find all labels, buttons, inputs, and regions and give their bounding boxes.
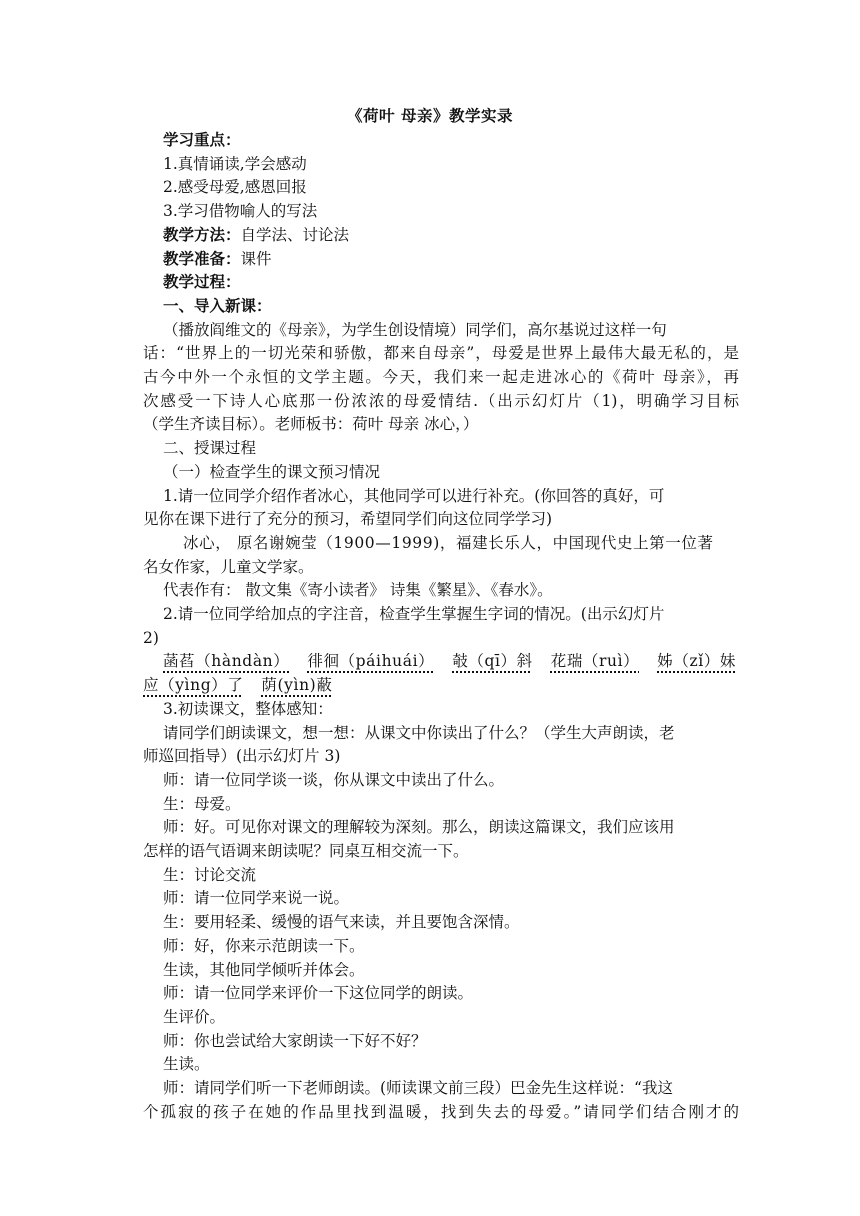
text-line: 师：好。可见你对课文的理解较为深刻。那么，朗读这篇课文，我们应该用 (163, 818, 675, 837)
text-line: （播放阎维文的《母亲》，为学生创设情境）同学们，高尔基说过这样一句 (163, 320, 667, 339)
pinyin-word: 花瑞（ruì） (550, 652, 640, 671)
text-line: 师：好，你来示范朗读一下。 (163, 936, 365, 955)
text-line (143, 673, 723, 697)
text-line: 3.学习借物喻人的写法 (163, 202, 318, 221)
pinyin-word: 荫(yìn)蔽 (261, 676, 333, 695)
text-line: 2.感受母爱,感恩回报 (163, 178, 307, 197)
pinyin-word: 攲（qī）斜 (452, 652, 533, 671)
text-line: 2.请一位同学给加点的字注音，检查学生掌握生字词的情况。(出示幻灯片 (163, 605, 665, 623)
pinyin-word: 菡萏（hàndàn） (163, 652, 290, 671)
text-line (163, 247, 743, 271)
text-line: 师：你也尝试给大家朗读一下好不好？ (163, 1031, 427, 1050)
text-line: 2) (143, 628, 159, 647)
text-line: 古今中外一个永恒的文学主题。今天，我们来一起走进冰心的《荷叶 母亲》，再 (143, 368, 739, 386)
text-line: 二、授课过程 (163, 439, 257, 458)
text-line: 生：要用轻柔、缓慢的语气来读，并且要饱含深情。 (163, 913, 520, 932)
text-line: 名女作家，儿童文学家。 (143, 557, 314, 576)
text-line: 师：请同学们听一下老师朗读。(师读课文前三段）巴金先生这样说：“我这 (163, 1079, 673, 1097)
text-line: 学习重点： (163, 131, 241, 149)
field-value: 课件 (240, 249, 272, 268)
text-line: 教学过程： (163, 273, 241, 292)
pinyin-word: 应（yìng）了 (143, 676, 244, 695)
text-line (163, 223, 743, 247)
text-line: 师：请一位同学来评价一下这位同学的朗读。 (163, 984, 474, 1003)
text-line: 师：请一位同学谈一谈，你从课文中读出了什么。 (163, 770, 505, 789)
text-line: 怎样的语气语调来朗读呢？同桌互相交流一下。 (143, 842, 469, 860)
text-line: 师巡回指导）(出示幻灯片 3) (143, 747, 341, 766)
text-line: 生读。 (163, 1055, 210, 1074)
text-line: 师：请一位同学来说一说。 (163, 889, 350, 908)
field-label: 教学准备： (163, 249, 241, 268)
text-line: 生评价。 (163, 1007, 226, 1026)
text-line: 次感受一下诗人心底那一份浓浓的母爱情结.（出示幻灯片（1)，明确学习目标 (143, 391, 739, 410)
text-line: 生读，其他同学倾听并体会。 (163, 960, 365, 979)
text-line: 生：母爱。 (163, 794, 241, 813)
text-line: 1.请一位同学介绍作者冰心，其他同学可以进行补充。(你回答的真好，可 (163, 486, 665, 505)
text-line: 3.初读课文，整体感知： (163, 699, 333, 718)
text-line: 冰心， 原名谢婉莹（1900—1999)，福建长乐人，中国现代史上第一位著 (183, 533, 714, 552)
text-line: 请同学们朗读课文，想一想：从课文中你读出了什么？（学生大声朗读，老 (163, 723, 675, 742)
text-line: （学生齐读目标）。老师板书：荷叶 母亲 冰心，） (143, 415, 479, 434)
pinyin-word: 姊（zǐ）妹 (657, 652, 737, 671)
text-line: （一）检查学生的课文预习情况 (163, 462, 381, 481)
text-line: 生：讨论交流 (163, 865, 257, 884)
text-line: 见你在课下进行了充分的预习，希望同学们向这位同学学习) (143, 510, 553, 529)
text-line (163, 649, 743, 673)
text-line: 个孤寂的孩子在她的作品里找到温暖，找到失去的母爱。”请同学们结合刚才的 (143, 1102, 739, 1121)
document-title: 《荷叶 母亲》教学实录 (347, 107, 513, 125)
text-line: 一、导入新课： (163, 296, 272, 315)
text-line: 1.真情诵读,学会感动 (163, 154, 307, 173)
pinyin-word: 徘徊（páihuái） (307, 652, 435, 671)
field-label: 教学方法： (163, 225, 241, 244)
field-value: 自学法、讨论法 (240, 225, 350, 244)
text-line: 代表作有： 散文集《寄小读者》 诗集《繁星》、《春水》。 (163, 581, 553, 600)
text-line: 话：“世界上的一切光荣和骄傲，都来自母亲”，母爱是世界上最伟大最无私的，是 (143, 344, 739, 363)
